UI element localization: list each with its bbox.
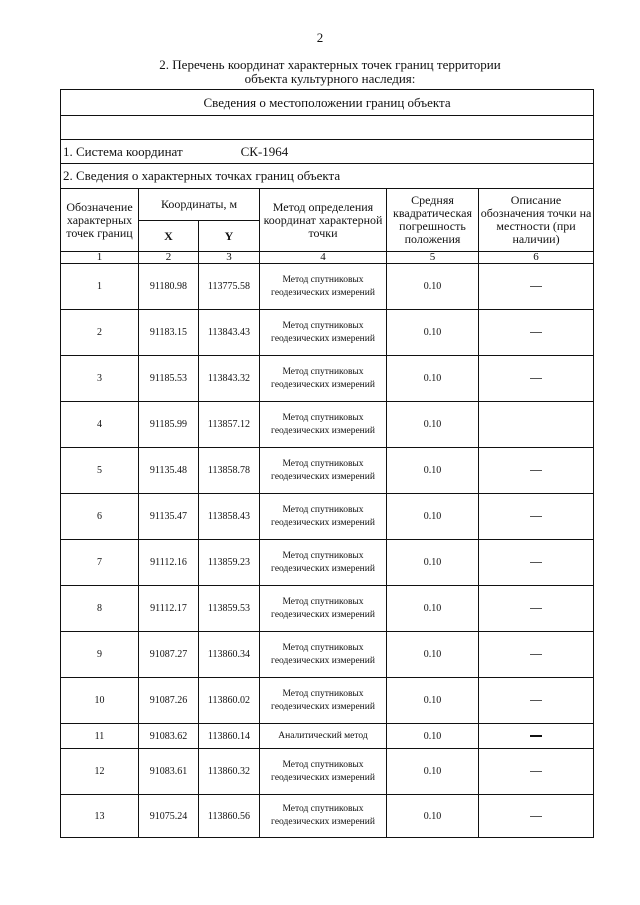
description-cell — [479, 724, 594, 749]
points-section-title: 2. Сведения о характерных точках границ объекта — [61, 164, 594, 189]
header-x: X — [139, 221, 199, 252]
coordinate-system-cell — [61, 140, 594, 164]
coord-x: 91083.62 — [139, 724, 199, 749]
document-heading — [130, 58, 530, 86]
table-row — [61, 632, 594, 678]
coord-y: 113843.32 — [199, 356, 260, 402]
coord-y: 113858.78 — [199, 448, 260, 494]
coord-y: 113860.56 — [199, 795, 260, 838]
point-number: 8 — [61, 586, 139, 632]
error-cell: 0.10 — [387, 448, 479, 494]
method-cell: Метод спутниковых геодезических измерений — [260, 402, 387, 448]
table-row — [61, 310, 594, 356]
column-number: 4 — [260, 252, 387, 264]
error-cell: 0.10 — [387, 264, 479, 310]
error-cell: 0.10 — [387, 678, 479, 724]
coord-y: 113843.43 — [199, 310, 260, 356]
description-cell — [479, 795, 594, 838]
method-cell: Метод спутниковых геодезических измерений — [260, 264, 387, 310]
coord-x: 91087.27 — [139, 632, 199, 678]
point-number: 11 — [61, 724, 139, 749]
header-error: Средняя квадратическая погрешность положения — [387, 189, 479, 252]
coord-x: 91180.98 — [139, 264, 199, 310]
dash-mark — [530, 470, 542, 471]
heading-line-2: объекта культурного наследия: — [244, 71, 416, 86]
table-row — [61, 494, 594, 540]
description-cell — [479, 749, 594, 795]
dash-mark — [530, 286, 542, 287]
coord-y: 113860.14 — [199, 724, 260, 749]
method-cell: Аналитический метод — [260, 724, 387, 749]
table-row — [61, 540, 594, 586]
point-number: 12 — [61, 749, 139, 795]
description-cell — [479, 678, 594, 724]
heading-line-1: 2. Перечень координат характерных точек границ территории — [159, 57, 501, 72]
coordinates-table — [60, 89, 594, 838]
description-cell — [479, 448, 594, 494]
description-cell — [479, 310, 594, 356]
table-row — [61, 402, 594, 448]
dash-mark — [530, 700, 542, 701]
point-number: 6 — [61, 494, 139, 540]
point-number: 5 — [61, 448, 139, 494]
coord-x: 91135.47 — [139, 494, 199, 540]
dash-mark — [530, 562, 542, 563]
error-cell: 0.10 — [387, 632, 479, 678]
method-cell: Метод спутниковых геодезических измерений — [260, 749, 387, 795]
error-cell: 0.10 — [387, 795, 479, 838]
coord-x: 91185.99 — [139, 402, 199, 448]
error-cell: 0.10 — [387, 494, 479, 540]
coord-x: 91183.15 — [139, 310, 199, 356]
description-cell — [479, 264, 594, 310]
coord-y: 113775.58 — [199, 264, 260, 310]
points-section-row — [61, 164, 594, 189]
error-cell: 0.10 — [387, 356, 479, 402]
table-row — [61, 795, 594, 838]
method-cell: Метод спутниковых геодезических измерений — [260, 356, 387, 402]
column-number: 1 — [61, 252, 139, 264]
description-cell — [479, 356, 594, 402]
coord-x: 91112.17 — [139, 586, 199, 632]
coord-y: 113860.32 — [199, 749, 260, 795]
description-cell — [479, 402, 594, 448]
dash-mark — [530, 332, 542, 333]
header-coordinates: Координаты, м — [139, 189, 260, 221]
spacer-cell — [61, 116, 594, 140]
coord-y: 113858.43 — [199, 494, 260, 540]
method-cell: Метод спутниковых геодезических измерений — [260, 494, 387, 540]
column-number: 2 — [139, 252, 199, 264]
column-number: 3 — [199, 252, 260, 264]
point-number: 4 — [61, 402, 139, 448]
column-number-row — [61, 252, 594, 264]
column-number: 6 — [479, 252, 594, 264]
point-number: 1 — [61, 264, 139, 310]
table-row — [61, 264, 594, 310]
coord-y: 113859.53 — [199, 586, 260, 632]
point-number: 3 — [61, 356, 139, 402]
error-cell: 0.10 — [387, 724, 479, 749]
header-designation: Обозначение характерных точек границ — [61, 189, 139, 252]
point-number: 13 — [61, 795, 139, 838]
spacer-row — [61, 116, 594, 140]
table-row — [61, 724, 594, 749]
header-method: Метод определения координат характерной точки — [260, 189, 387, 252]
method-cell: Метод спутниковых геодезических измерений — [260, 795, 387, 838]
table-row — [61, 448, 594, 494]
method-cell: Метод спутниковых геодезических измерений — [260, 586, 387, 632]
dash-mark — [530, 608, 542, 609]
description-cell — [479, 494, 594, 540]
point-number: 9 — [61, 632, 139, 678]
table-row — [61, 678, 594, 724]
coordinate-system-row — [61, 140, 594, 164]
coord-y: 113857.12 — [199, 402, 260, 448]
point-number: 7 — [61, 540, 139, 586]
error-cell: 0.10 — [387, 749, 479, 795]
method-cell: Метод спутниковых геодезических измерений — [260, 540, 387, 586]
table-row — [61, 356, 594, 402]
error-cell: 0.10 — [387, 540, 479, 586]
coord-x: 91075.24 — [139, 795, 199, 838]
point-number: 10 — [61, 678, 139, 724]
coordinate-system-value: СК-1964 — [240, 143, 289, 159]
coord-y: 113860.34 — [199, 632, 260, 678]
coord-y: 113859.23 — [199, 540, 260, 586]
coord-y: 113860.02 — [199, 678, 260, 724]
section-title: Сведения о местоположении границ объекта — [61, 90, 594, 116]
coord-x: 91083.61 — [139, 749, 199, 795]
description-cell — [479, 632, 594, 678]
coord-x: 91135.48 — [139, 448, 199, 494]
dash-mark — [530, 378, 542, 379]
header-description: Описание обозначения точки на местности (при наличии) — [479, 189, 594, 252]
error-cell: 0.10 — [387, 402, 479, 448]
method-cell: Метод спутниковых геодезических измерений — [260, 632, 387, 678]
coord-x: 91185.53 — [139, 356, 199, 402]
coord-x: 91087.26 — [139, 678, 199, 724]
table-row — [61, 749, 594, 795]
dash-mark — [530, 771, 542, 772]
error-cell: 0.10 — [387, 586, 479, 632]
coord-x: 91112.16 — [139, 540, 199, 586]
dash-mark — [530, 735, 542, 737]
header-y: Y — [199, 221, 260, 252]
column-number: 5 — [387, 252, 479, 264]
dash-mark — [530, 654, 542, 655]
description-cell — [479, 586, 594, 632]
header-row-1 — [61, 189, 594, 221]
coordinate-system-label: 1. Система координат — [63, 143, 183, 159]
method-cell: Метод спутниковых геодезических измерений — [260, 310, 387, 356]
page-number: 2 — [316, 30, 324, 45]
dash-mark — [530, 816, 542, 817]
section-title-row — [61, 90, 594, 116]
error-cell: 0.10 — [387, 310, 479, 356]
method-cell: Метод спутниковых геодезических измерений — [260, 448, 387, 494]
dash-mark — [530, 516, 542, 517]
table-row — [61, 586, 594, 632]
description-cell — [479, 540, 594, 586]
method-cell: Метод спутниковых геодезических измерений — [260, 678, 387, 724]
point-number: 2 — [61, 310, 139, 356]
